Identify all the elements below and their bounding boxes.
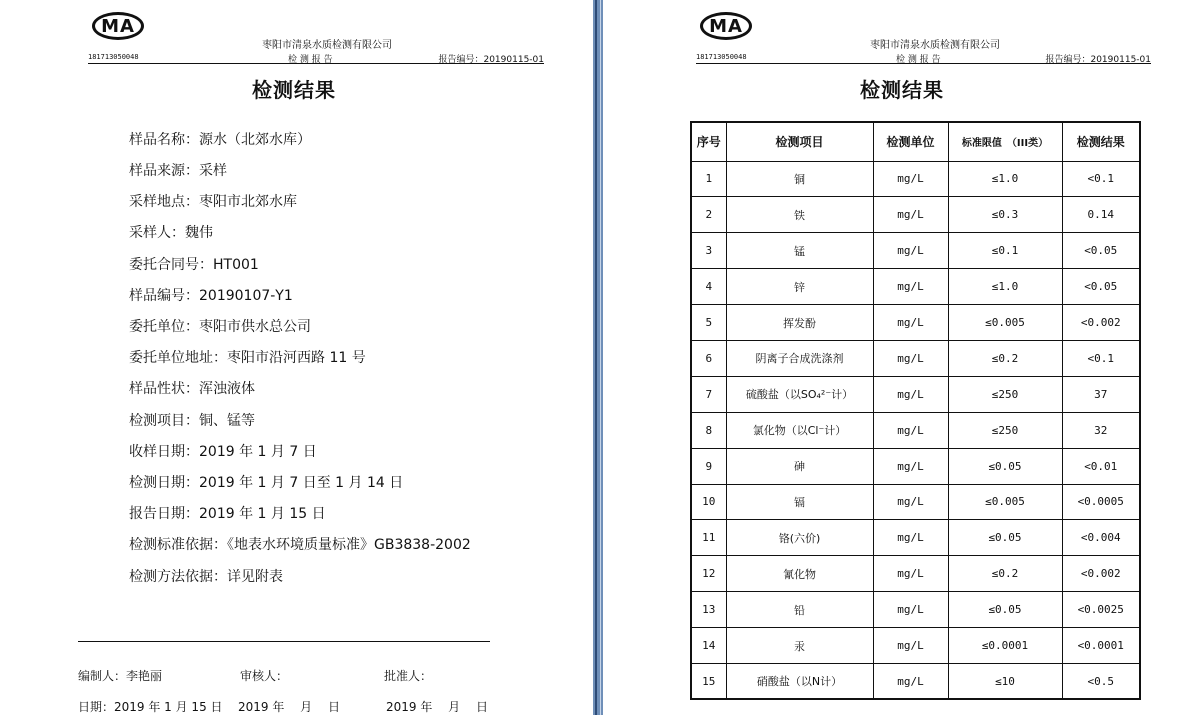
cell-index: 1 — [691, 161, 726, 197]
cell-index: 8 — [691, 412, 726, 448]
cell-index: 3 — [691, 233, 726, 269]
cell-index: 7 — [691, 376, 726, 412]
company-name: 枣阳市清泉水质检测有限公司 — [870, 40, 1000, 51]
cell-result: <0.0025 — [1062, 592, 1140, 628]
info-client-address: 委托单位地址：枣阳市沿河西路 11 号 — [129, 350, 366, 366]
cell-unit: mg/L — [873, 628, 948, 664]
cell-item: 镉 — [726, 484, 873, 520]
cell-result: <0.1 — [1062, 161, 1140, 197]
signature-divider — [78, 641, 490, 642]
cell-limit: ≤250 — [948, 412, 1062, 448]
cell-unit: mg/L — [873, 663, 948, 699]
col-header-item: 检测项目 — [726, 122, 873, 161]
cell-unit: mg/L — [873, 340, 948, 376]
reviewer-label: 审核人： — [240, 669, 289, 683]
col-header-unit: 检测单位 — [873, 122, 948, 161]
page-divider — [593, 0, 603, 715]
cell-item: 锌 — [726, 269, 873, 305]
cell-item: 铬(六价) — [726, 520, 873, 556]
cell-index: 2 — [691, 197, 726, 233]
cell-result: <0.5 — [1062, 663, 1140, 699]
info-sample-name: 样品名称：源水（北郊水库） — [129, 132, 311, 148]
cell-index: 14 — [691, 628, 726, 664]
table-row — [691, 161, 1140, 197]
cell-result: <0.004 — [1062, 520, 1140, 556]
cell-unit: mg/L — [873, 376, 948, 412]
cell-unit: mg/L — [873, 233, 948, 269]
info-test-date: 检测日期：2019 年 1 月 7 日至 1 月 14 日 — [129, 475, 404, 491]
cell-index: 10 — [691, 484, 726, 520]
cell-result: 37 — [1062, 376, 1140, 412]
page-title: 检测结果 — [860, 78, 944, 102]
info-contract-no: 委托合同号：HT001 — [129, 257, 259, 273]
cell-item: 挥发酚 — [726, 305, 873, 341]
info-sampler: 采样人：魏伟 — [129, 225, 213, 241]
approver-label: 批准人： — [384, 669, 433, 683]
cell-item: 铜 — [726, 161, 873, 197]
cell-limit: ≤0.05 — [948, 520, 1062, 556]
table-row — [691, 484, 1140, 520]
cell-unit: mg/L — [873, 161, 948, 197]
cell-unit: mg/L — [873, 269, 948, 305]
info-sample-source: 样品来源：采样 — [129, 163, 227, 179]
col-header-result: 检测结果 — [1062, 122, 1140, 161]
cell-item: 砷 — [726, 448, 873, 484]
table-row — [691, 448, 1140, 484]
cell-unit: mg/L — [873, 520, 948, 556]
cell-limit: ≤0.2 — [948, 340, 1062, 376]
cell-index: 4 — [691, 269, 726, 305]
cell-unit: mg/L — [873, 592, 948, 628]
table-row — [691, 412, 1140, 448]
report-page-cover — [0, 0, 593, 715]
cell-item: 氰化物 — [726, 556, 873, 592]
col-header-index: 序号 — [691, 122, 726, 161]
cell-unit: mg/L — [873, 484, 948, 520]
report-number: 报告编号：20190115-01 — [438, 55, 544, 65]
cert-number: 181713050048 — [696, 53, 747, 61]
cell-item: 硝酸盐（以N计） — [726, 663, 873, 699]
table-row — [691, 628, 1140, 664]
info-sampling-site: 采样地点：枣阳市北郊水库 — [129, 194, 297, 210]
cert-number: 181713050048 — [88, 53, 139, 61]
cell-result: <0.002 — [1062, 305, 1140, 341]
cell-unit: mg/L — [873, 197, 948, 233]
cell-unit: mg/L — [873, 305, 948, 341]
info-standard: 检测标准依据：《地表水环境质量标准》GB3838-2002 — [129, 537, 471, 553]
cell-item: 铁 — [726, 197, 873, 233]
reviewer-date: 2019 年 月 日 — [238, 700, 340, 714]
cell-result: <0.0001 — [1062, 628, 1140, 664]
report-type: 检 测 报 告 — [288, 55, 333, 65]
cell-limit: ≤0.3 — [948, 197, 1062, 233]
cell-unit: mg/L — [873, 556, 948, 592]
compiler-label: 编制人：李艳丽 — [78, 669, 163, 683]
cell-limit: ≤0.1 — [948, 233, 1062, 269]
info-client: 委托单位：枣阳市供水总公司 — [129, 319, 311, 335]
cell-item: 汞 — [726, 628, 873, 664]
report-type: 检 测 报 告 — [896, 55, 941, 65]
col-header-limit: 标准限值 （III类） — [948, 122, 1062, 161]
cell-index: 5 — [691, 305, 726, 341]
cell-item: 阴离子合成洗涤剂 — [726, 340, 873, 376]
cell-item: 硫酸盐（以SO₄²⁻计） — [726, 376, 873, 412]
cell-index: 9 — [691, 448, 726, 484]
results-table — [690, 121, 1141, 700]
table-row — [691, 556, 1140, 592]
table-row — [691, 376, 1140, 412]
cell-limit: ≤0.005 — [948, 305, 1062, 341]
cell-limit: ≤0.2 — [948, 556, 1062, 592]
cell-result: <0.0005 — [1062, 484, 1140, 520]
cell-result: <0.002 — [1062, 556, 1140, 592]
table-row — [691, 305, 1140, 341]
company-name: 枣阳市清泉水质检测有限公司 — [262, 40, 392, 51]
cell-result: 32 — [1062, 412, 1140, 448]
report-page-results — [603, 0, 1200, 715]
cell-index: 12 — [691, 556, 726, 592]
table-row — [691, 592, 1140, 628]
approver-date: 2019 年 月 日 — [386, 700, 488, 714]
compiler-date: 日期：2019 年 1 月 15 日 — [78, 700, 223, 714]
ma-certification-logo: MA — [700, 12, 752, 40]
cell-limit: ≤10 — [948, 663, 1062, 699]
info-sample-no: 样品编号：20190107-Y1 — [129, 288, 293, 304]
cell-item: 铅 — [726, 592, 873, 628]
cell-limit: ≤0.005 — [948, 484, 1062, 520]
cell-index: 13 — [691, 592, 726, 628]
cell-item: 氯化物（以Cl⁻计） — [726, 412, 873, 448]
cell-limit: ≤250 — [948, 376, 1062, 412]
cell-result: <0.05 — [1062, 269, 1140, 305]
table-row — [691, 520, 1140, 556]
ma-certification-logo: MA — [92, 12, 144, 40]
cell-result: <0.1 — [1062, 340, 1140, 376]
cell-limit: ≤0.0001 — [948, 628, 1062, 664]
cell-index: 15 — [691, 663, 726, 699]
cell-unit: mg/L — [873, 412, 948, 448]
cell-index: 11 — [691, 520, 726, 556]
cell-unit: mg/L — [873, 448, 948, 484]
info-receive-date: 收样日期：2019 年 1 月 7 日 — [129, 444, 317, 460]
cell-index: 6 — [691, 340, 726, 376]
cell-result: <0.01 — [1062, 448, 1140, 484]
cell-result: 0.14 — [1062, 197, 1140, 233]
report-header-row — [696, 52, 1151, 64]
report-number: 报告编号：20190115-01 — [1045, 55, 1151, 65]
table-row — [691, 233, 1140, 269]
page-title: 检测结果 — [252, 78, 336, 102]
info-sample-state: 样品性状：浑浊液体 — [129, 381, 255, 397]
table-row — [691, 340, 1140, 376]
info-report-date: 报告日期：2019 年 1 月 15 日 — [129, 506, 326, 522]
table-row — [691, 197, 1140, 233]
table-row — [691, 269, 1140, 305]
info-test-items: 检测项目：铜、锰等 — [129, 413, 255, 429]
cell-item: 锰 — [726, 233, 873, 269]
cell-limit: ≤1.0 — [948, 161, 1062, 197]
report-header-row — [88, 52, 544, 64]
cell-limit: ≤0.05 — [948, 592, 1062, 628]
info-method: 检测方法依据：详见附表 — [129, 569, 283, 585]
cell-result: <0.05 — [1062, 233, 1140, 269]
table-header-row — [691, 122, 1140, 161]
table-row — [691, 663, 1140, 699]
cell-limit: ≤1.0 — [948, 269, 1062, 305]
cell-limit: ≤0.05 — [948, 448, 1062, 484]
